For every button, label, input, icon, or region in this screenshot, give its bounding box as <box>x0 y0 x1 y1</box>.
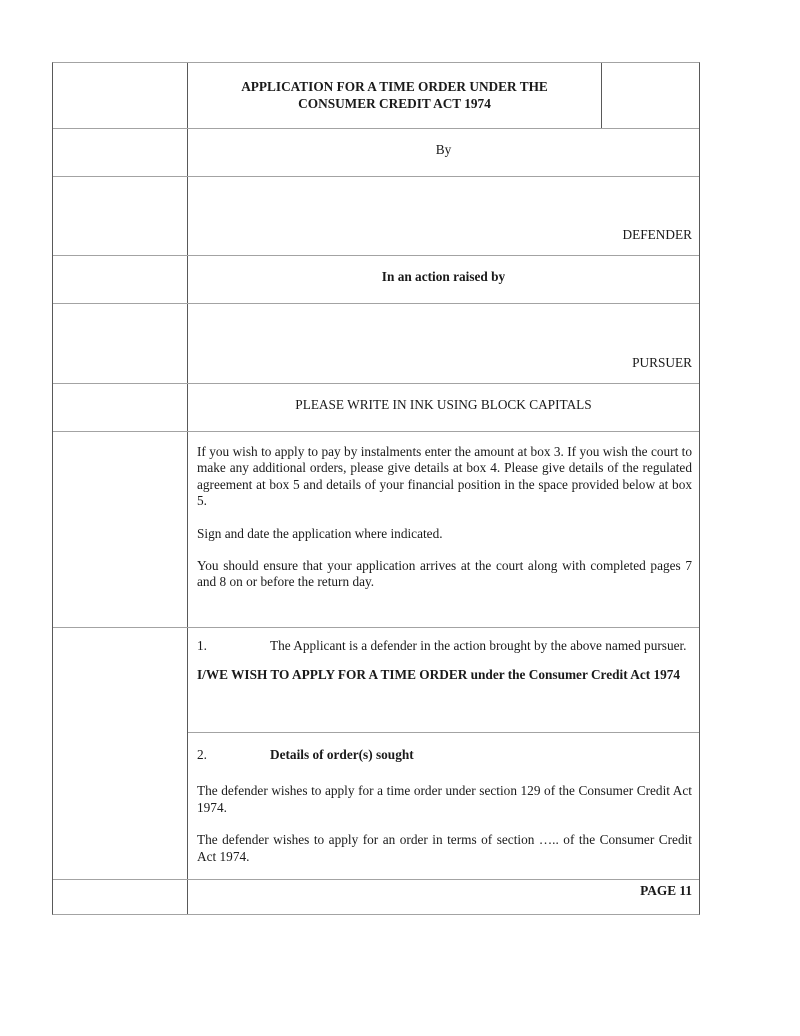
by-row <box>53 129 699 177</box>
section-2-item <box>197 747 692 763</box>
left-margin-cell <box>53 63 188 128</box>
by-label: By <box>435 142 452 157</box>
section-1-item <box>197 638 692 654</box>
section-1-text: The Applicant is a defender in the action brought by the above named pursuer. <box>270 638 687 653</box>
form-title-line2: CONSUMER CREDIT ACT 1974 <box>298 96 491 111</box>
time-order-form-table <box>52 62 700 915</box>
pursuer-row <box>53 304 699 384</box>
sections-row <box>53 628 699 880</box>
order-para-2: The defender wishes to apply for an order in terms of section ….. of the Consumer Credit Act 1974. <box>197 832 692 864</box>
form-title-line1: APPLICATION FOR A TIME ORDER UNDER THE <box>241 79 548 94</box>
title-corner-cell <box>602 63 699 128</box>
section-1-number: 1. <box>197 638 207 653</box>
pursuer-label: PURSUER <box>632 354 692 370</box>
pursuer-name-cell <box>188 304 699 383</box>
order-para-1: The defender wishes to apply for a time order under section 129 of the Consumer Credit Act 1974. <box>197 783 692 815</box>
page-number: PAGE 11 <box>640 883 692 898</box>
action-raised-row <box>53 256 699 304</box>
instructions-para-1: If you wish to apply to pay by instalments enter the amount at box 3. If you wish the court to make any additional orders, please give details at box 4. Please give details of the regulated agreement at box 5 and details of your financial position in the space provided below at box 5. <box>197 444 692 509</box>
block-capitals-notice: PLEASE WRITE IN INK USING BLOCK CAPITALS <box>295 397 592 412</box>
left-margin-cell <box>53 880 188 914</box>
left-margin-cell <box>53 256 188 303</box>
section-1-cell <box>188 628 699 732</box>
title-row-main <box>188 63 699 128</box>
form-title <box>188 63 602 128</box>
instructions-para-3: You should ensure that your application arrives at the court along with completed pages 7 and 8 on or before the return day. <box>197 558 692 590</box>
defender-label: DEFENDER <box>622 226 692 242</box>
title-row <box>53 63 699 129</box>
apply-statement: I/WE WISH TO APPLY FOR A TIME ORDER under the Consumer Credit Act 1974 <box>197 667 681 683</box>
page-number-row <box>53 880 699 914</box>
left-margin-cell <box>53 304 188 383</box>
left-margin-cell <box>53 129 188 176</box>
left-margin-cell <box>53 628 188 879</box>
instructions-para-2: Sign and date the application where indicated. <box>197 525 443 541</box>
left-margin-cell <box>53 384 188 431</box>
sections-cell <box>188 628 699 879</box>
block-capitals-row <box>53 384 699 432</box>
instructions-cell <box>188 432 699 627</box>
section-2-heading: Details of order(s) sought <box>270 747 414 762</box>
left-margin-cell <box>53 177 188 255</box>
instructions-row <box>53 432 699 628</box>
section-2-cell <box>188 732 699 880</box>
defender-name-cell <box>188 177 699 255</box>
defender-row <box>53 177 699 256</box>
in-action-raised-by-label: In an action raised by <box>381 269 506 284</box>
section-2-number: 2. <box>197 747 207 762</box>
left-margin-cell <box>53 432 188 627</box>
